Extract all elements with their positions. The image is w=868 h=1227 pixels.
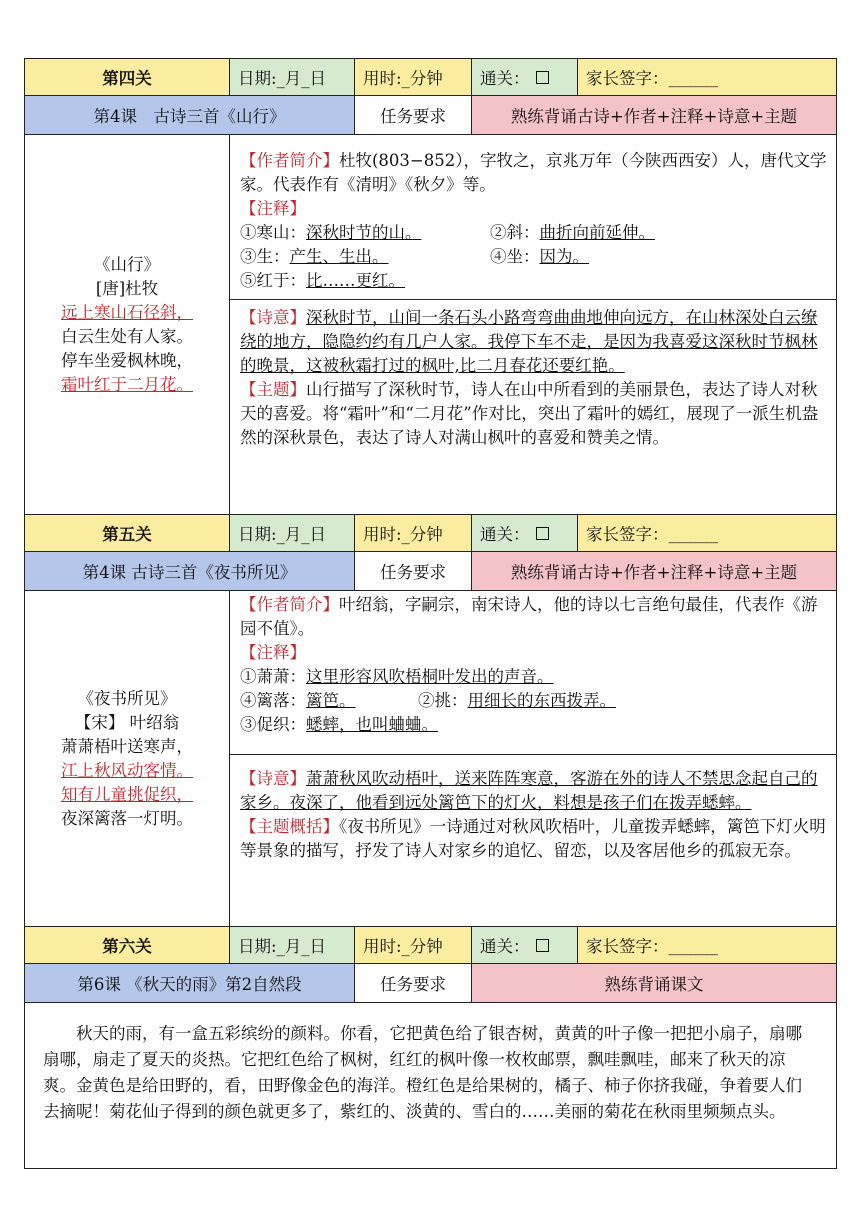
task-requirement: 熟练背诵古诗+作者+注释+诗意+主题 (471, 551, 837, 591)
pass-checkbox[interactable] (536, 939, 549, 952)
poem-line: 远上寒山石径斜， (61, 302, 193, 322)
pass-label: 通关： (480, 69, 530, 88)
time-field: 用时:_分钟 (354, 514, 472, 552)
poem-line: 夜深篱落一灯明。 (61, 808, 193, 828)
poem-line: 白云生处有人家。 (61, 326, 193, 346)
poem-author: [唐]杜牧 (95, 278, 159, 298)
author-intro: 杜牧(803−852），字牧之，京兆万年（今陕西西安）人，唐代文学家。代表作有《清明》《秋夕》等。 (240, 151, 827, 194)
date-field: 日期:_月_日 (229, 926, 355, 964)
poem-title: 《山行》 (94, 254, 160, 274)
note-num: ①萧萧： (240, 667, 306, 686)
sign-label: 家长签字： (586, 937, 669, 956)
meaning-text: 萧萧秋风吹动梧叶，送来阵阵寒意，客游在外的诗人不禁思念起自己的家乡。夜深了，他看到远处篱笆下的灯火，料想是孩子们在拨弄蟋蟀。 (240, 769, 818, 812)
pass-field (471, 58, 578, 96)
meaning-text: 深秋时节，山间一条石头小路弯弯曲曲地伸向远方，在山林深处白云缭绕的地方，隐隐约约有几户人家。我停下车不走，是因为我喜爱这深秋时节枫林的晚景，这被秋霜打过的枫叶,比二月春花还要红艳。 (240, 308, 818, 375)
note-num: ③生： (240, 247, 290, 266)
note-text: 用细长的东西拨弄。 (467, 691, 616, 710)
pass-label: 通关： (480, 937, 530, 956)
poem-author: 【宋】 叶绍翁 (74, 712, 180, 732)
note-num: ⑤红于： (240, 271, 306, 290)
parent-sign-field (577, 514, 837, 552)
author-notes-box (229, 590, 837, 755)
level-title: 第五关 (24, 514, 230, 552)
theme-text: 《夜书所见》一诗通过对秋风吹梧叶，儿童拨弄蟋蟀，篱笆下灯火明等景象的描写，抒发了诗人对家乡的追忆、留恋，以及客居他乡的孤寂无奈。 (240, 817, 826, 860)
note-num: ②挑： (418, 691, 468, 710)
date-field: 日期:_月_日 (229, 58, 355, 96)
poem-title: 《夜书所见》 (77, 688, 177, 708)
notes-tag: 【注释】 (240, 643, 306, 662)
parent-sign-field (577, 58, 837, 96)
poem-line: 知有儿童挑促织， (61, 784, 193, 804)
task-label: 任务要求 (354, 551, 472, 591)
sign-label: 家长签字： (586, 525, 669, 544)
task-label: 任务要求 (354, 963, 472, 1003)
note-text: 因为。 (539, 247, 589, 266)
poem-box (24, 590, 230, 927)
task-label: 任务要求 (354, 95, 472, 135)
author-intro: 叶绍翁，字嗣宗，南宋诗人，他的诗以七言绝句最佳，代表作《游园不值》。 (240, 595, 818, 638)
level-title: 第四关 (24, 58, 230, 96)
author-tag: 【作者简介】 (240, 595, 339, 614)
time-field: 用时:_分钟 (354, 926, 472, 964)
note-num: ④篱落： (240, 691, 306, 710)
note-text: 产生、生出。 (289, 247, 389, 266)
notes-tag: 【注释】 (240, 199, 306, 218)
poem-line: 停车坐爱枫林晚， (61, 350, 193, 370)
sign-label: 家长签字： (586, 69, 669, 88)
sign-blank[interactable]: ______ (668, 523, 718, 543)
theme-tag: 【主题】 (240, 380, 306, 399)
meaning-tag: 【诗意】 (240, 769, 306, 788)
poem-line: 江上秋风动客情。 (61, 760, 193, 780)
task-requirement: 熟练背诵古诗+作者+注释+诗意+主题 (471, 95, 837, 135)
date-field: 日期:_月_日 (229, 514, 355, 552)
pass-label: 通关： (480, 525, 530, 544)
level-title: 第六关 (24, 926, 230, 964)
pass-checkbox[interactable] (536, 527, 549, 540)
note-num: ②斜： (490, 223, 540, 242)
note-text: 篱笆。 (306, 691, 356, 710)
note-text: 深秋时节的山。 (306, 223, 422, 242)
sign-blank[interactable]: ______ (668, 935, 718, 955)
poem-box (24, 134, 230, 515)
note-text: 这里形容风吹梧桐叶发出的声音。 (306, 667, 554, 686)
lesson-title: 第4课 古诗三首《山行》 (24, 95, 355, 135)
note-text: 比……更红。 (306, 271, 405, 290)
parent-sign-field (577, 926, 837, 964)
note-num: ③促织： (240, 715, 306, 734)
recite-text-box (24, 1002, 837, 1169)
author-notes-box (229, 134, 837, 300)
author-tag: 【作者简介】 (240, 151, 339, 170)
recite-paragraph: 秋天的雨，有一盒五彩缤纷的颜料。你看，它把黄色给了银杏树，黄黄的叶子像一把把小扇子，扇哪扇哪，扇走了夏天的炎热。它把红色给了枫树，红红的枫叶像一枚枚邮票，飘哇飘哇，邮来了秋天的凉爽。金黄色是给田野的，看，田野像金色的海洋。橙红色是给果树的，橘子、柿子你挤我碰，争着要人们去摘呢！菊花仙子得到的颜色就更多了，紫红的、淡黄的、雪白的……美丽的菊花在秋雨里频频点头。 (43, 1024, 802, 1121)
sign-blank[interactable]: ______ (668, 67, 718, 87)
poem-line: 萧萧梧叶送寒声， (61, 736, 193, 756)
time-field: 用时:_分钟 (354, 58, 472, 96)
lesson-title: 第4课 古诗三首《夜书所见》 (24, 551, 355, 591)
task-requirement: 熟练背诵课文 (471, 963, 837, 1003)
pass-field (471, 514, 578, 552)
lesson-title: 第6课 《秋天的雨》第2自然段 (24, 963, 355, 1003)
note-num: ①寒山： (240, 223, 306, 242)
meaning-theme-box (229, 754, 837, 927)
note-text: 曲折向前延伸。 (539, 223, 655, 242)
note-num: ④坐： (490, 247, 540, 266)
note-text: 蟋蟀，也叫蛐蛐。 (306, 715, 438, 734)
pass-field (471, 926, 578, 964)
poem-line: 霜叶红于二月花。 (61, 374, 193, 394)
meaning-tag: 【诗意】 (240, 308, 306, 327)
theme-text: 山行描写了深秋时节，诗人在山中所看到的美丽景色，表达了诗人对秋天的喜爱。将“霜叶”和“二月花”作对比，突出了霜叶的嫣红，展现了一派生机盎然的深秋景色，表达了诗人对满山枫叶的喜爱和赞美之情。 (240, 380, 819, 447)
meaning-theme-box (229, 299, 837, 515)
theme-tag: 【主题概括】 (240, 817, 339, 836)
pass-checkbox[interactable] (536, 71, 549, 84)
